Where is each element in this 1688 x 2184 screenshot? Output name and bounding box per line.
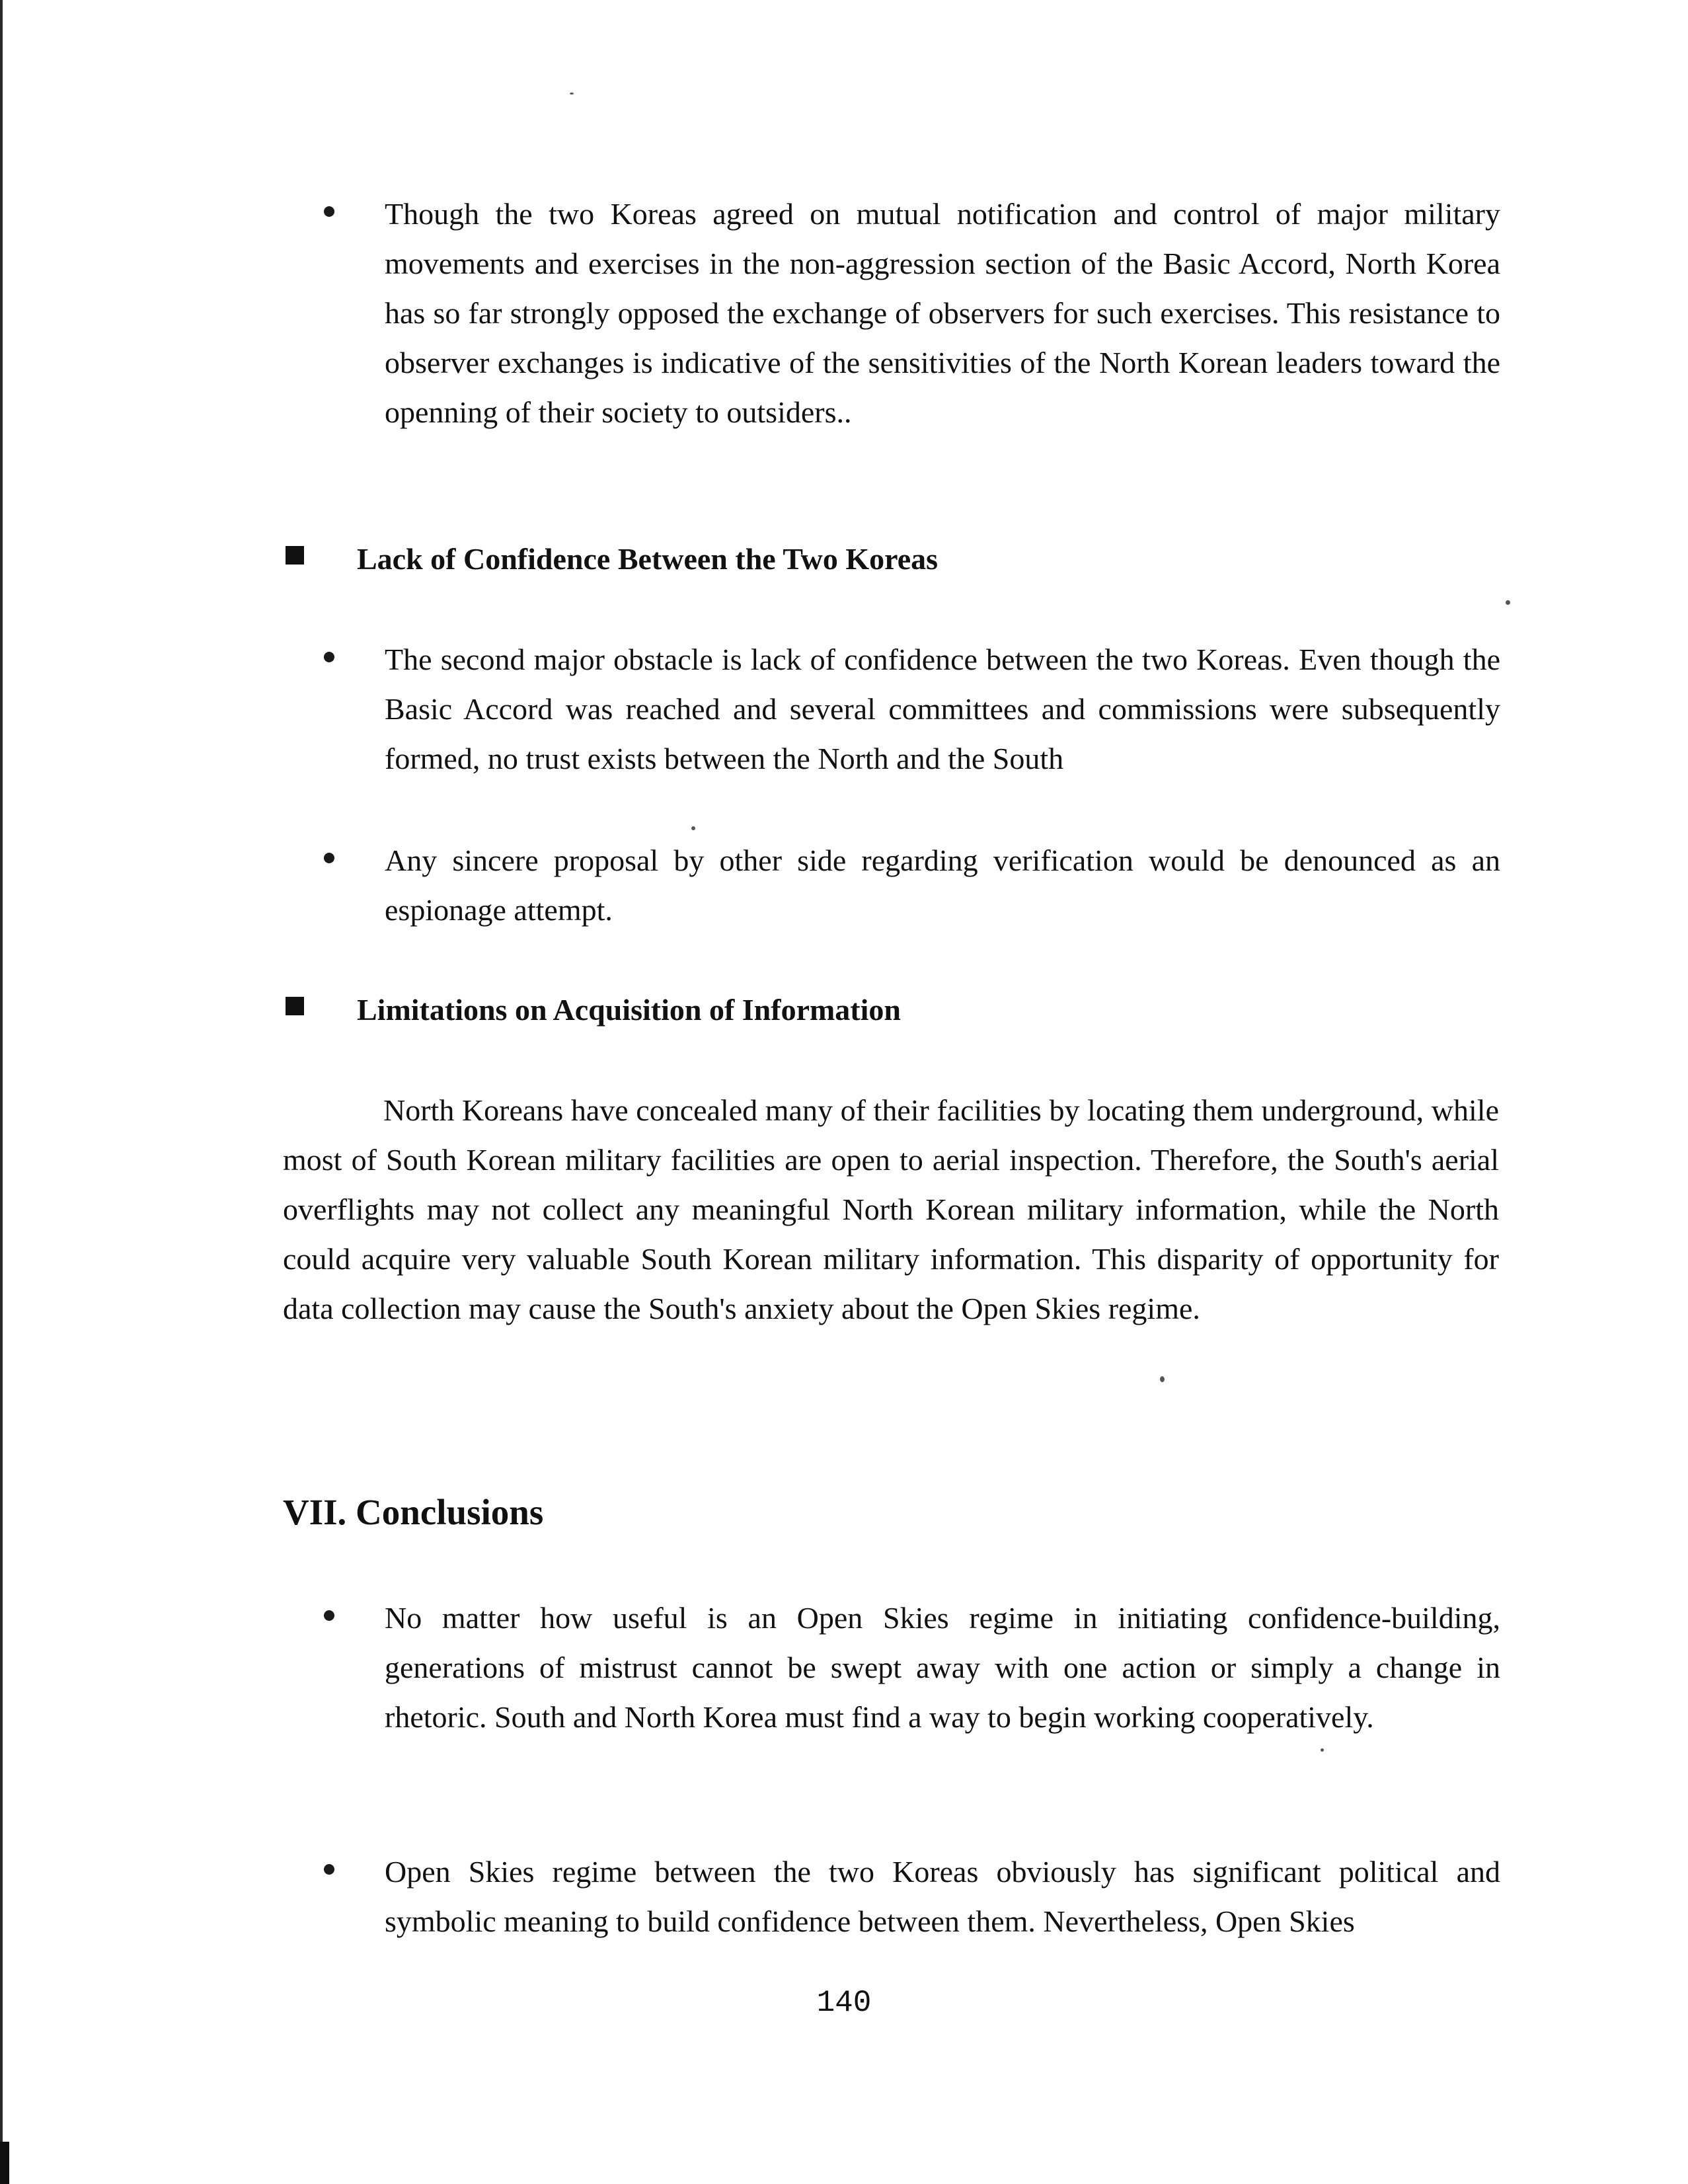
- scan-speck: [1506, 600, 1510, 605]
- bullet-dot-icon: [324, 1864, 334, 1875]
- heading-lack-of-confidence-text: Lack of Confidence Between the Two Koreas: [357, 542, 939, 576]
- intro-bullet-text: Though the two Koreas agreed on mutual notification and control of major military movements and exercises in the non-aggression section of the Basic Accord, North Korea has so far strongly opposed the exchange of observers for such exercises. This resistance to observer exchanges is indicative of the sensitivities of the North Korean leaders toward the openning of their society to outsiders..: [385, 197, 1500, 429]
- confidence-bullet-1-text: The second major obstacle is lack of confidence between the two Koreas. Even though the Basic Accord was reached and several committees and commissions were subsequently formed, no trust exists between the North and the South: [385, 643, 1500, 775]
- page-number: 140: [816, 1986, 872, 2020]
- page-edge-mark: [0, 2142, 9, 2184]
- limitations-paragraph: North Koreans have concealed many of their facilities by locating them underground, while most of South Korean military facilities are open to aerial inspection. Therefore, the South's aerial overflights may not collect any meaningful North Korean military information, while the North could acquire very valuable South Korean military information. This disparity of opportunity for data collection may cause the South's anxiety about the Open Skies regime.: [283, 1093, 1499, 1325]
- scan-speck: [691, 826, 695, 830]
- scan-speck: [1321, 1748, 1324, 1752]
- confidence-bullet-1: [324, 635, 1500, 783]
- confidence-bullet-2: [324, 836, 1500, 935]
- scan-speck: [1160, 1376, 1165, 1382]
- heading-lack-of-confidence: [286, 539, 1475, 579]
- bullet-dot-icon: [324, 1610, 334, 1621]
- bullet-dot-icon: [324, 206, 334, 217]
- conclusion-bullet-2: [324, 1847, 1500, 1946]
- bullet-dot-icon: [324, 853, 334, 863]
- heading-limitations-text: Limitations on Acquisition of Information: [357, 993, 901, 1027]
- heading-limitations: [286, 990, 1475, 1030]
- conclusion-bullet-1: [324, 1593, 1500, 1742]
- square-bullet-icon: [286, 546, 304, 565]
- conclusion-bullet-1-text: No matter how useful is an Open Skies regime in initiating confidence-building, generations of mistrust cannot be swept away with one action or simply a change in rhetoric. South and North Korea must find a way to begin working cooperatively.: [385, 1601, 1500, 1734]
- conclusion-bullet-2-text: Open Skies regime between the two Koreas obviously has significant political and symbolic meaning to build confidence between them. Nevertheless, Open Skies: [385, 1855, 1500, 1938]
- intro-bullet: [324, 189, 1500, 437]
- section-title-conclusions: VII. Conclusions: [283, 1492, 544, 1532]
- square-bullet-icon: [286, 997, 304, 1015]
- confidence-bullet-2-text: Any sincere proposal by other side regarding verification would be denounced as an espionage attempt.: [385, 843, 1500, 927]
- bullet-dot-icon: [324, 652, 334, 662]
- scan-speck: [570, 93, 574, 95]
- page-left-edge: [0, 0, 3, 2184]
